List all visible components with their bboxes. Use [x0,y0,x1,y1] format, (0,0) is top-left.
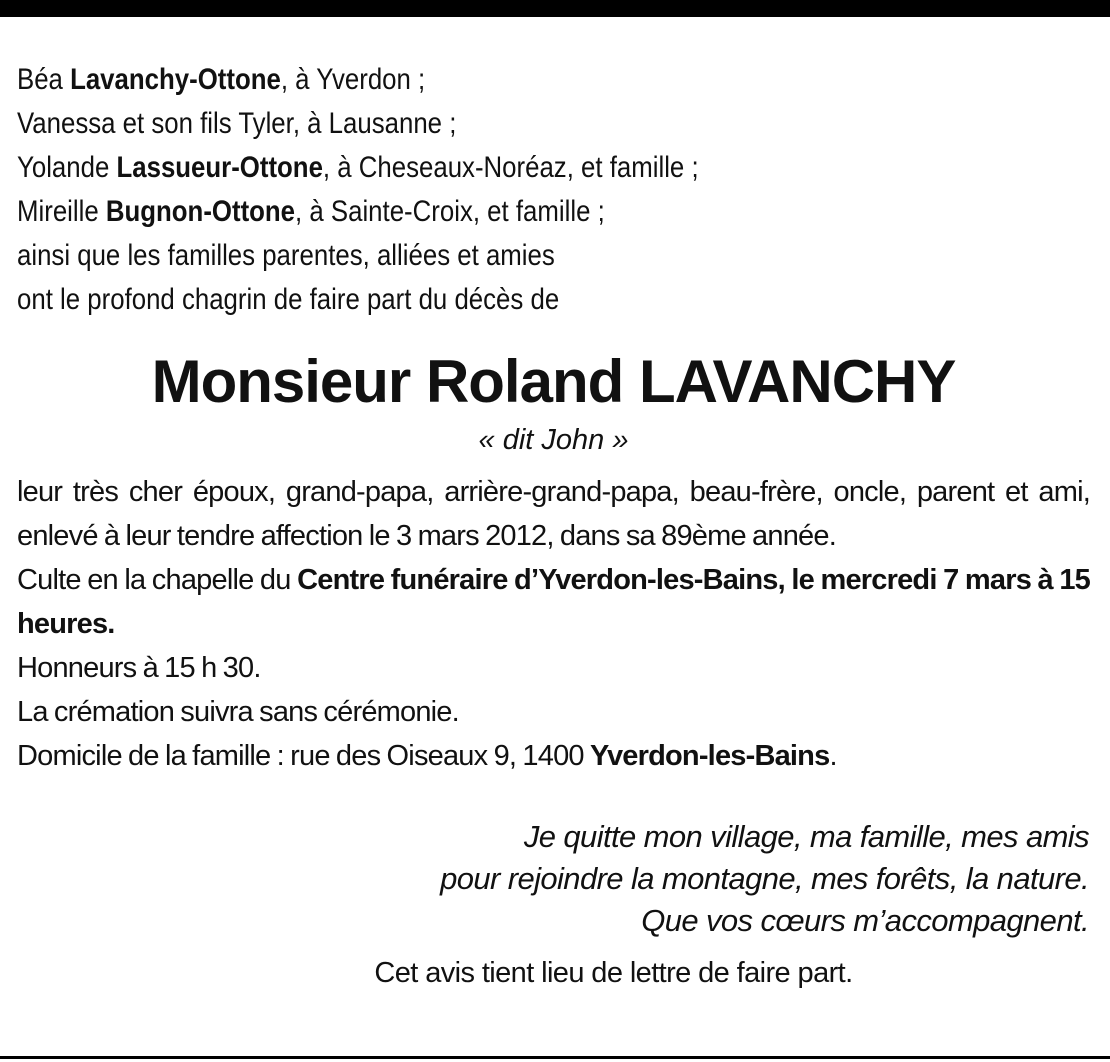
family-line [17,146,940,190]
cremation-line: La crémation suivra sans cérémonie. [17,696,459,728]
deceased-name: Monsieur Roland LAVANCHY [151,348,956,415]
poem-line: Je quitte mon village, ma famille, mes amis [523,819,1089,854]
family-line-text: ainsi que les familles parentes, alliées et amies [17,239,555,272]
family-list [17,58,1090,322]
closing-note: Cet avis tient lieu de lettre de faire part. [374,957,853,989]
honours-line: Honneurs à 15 h 30. [17,652,261,684]
domicile-text: Domicile de la famille : rue des Oiseaux 9, 1400 [17,740,590,772]
domicile-town: Yverdon-les-Bains [590,740,830,772]
top-border-rule [0,0,1110,17]
family-line-text: Béa [17,63,71,96]
family-line [17,102,940,146]
service-place-time: Centre funéraire d’Yverdon-les-Bains, le mercredi 7 mars à 15 heures. [17,564,1090,640]
family-line-text: , à Sainte-Croix, et famille ; [295,195,605,228]
deceased-description: leur très cher époux, grand-papa, arrière-grand-papa, beau-frère, oncle, parent et ami, enlevé à leur tendre affection le 3 mars 2012, dans sa 89ème année. [17,476,1090,552]
family-line [17,58,940,102]
poem-line: pour rejoindre la montagne, mes forêts, la nature. [440,861,1089,896]
family-name: Lavanchy-Ottone [70,63,281,96]
deceased-nickname: « dit John » [478,424,629,456]
family-name: Lassueur-Ottone [116,151,323,184]
family-line-text: ont le profond chagrin de faire part du décès de [17,283,560,316]
family-line-text: Vanessa et son fils Tyler, à Lausanne ; [17,107,457,140]
service-details [17,558,1090,646]
family-line-text: Yolande [17,151,117,184]
bottom-border-rule [0,1056,1110,1059]
service-text: Culte en la chapelle du [17,564,298,596]
obituary-notice [17,58,1090,998]
family-line-text: , à Yverdon ; [280,63,426,96]
family-line [17,190,940,234]
poem-line: Que vos cœurs m’accompagnent. [641,903,1089,938]
domicile-text: . [829,740,837,772]
family-line [17,234,940,278]
poem [17,816,1090,942]
family-line-text: , à Cheseaux-Noréaz, et famille ; [322,151,699,184]
family-line-text: Mireille [17,195,106,228]
family-name: Bugnon-Ottone [105,195,296,228]
domicile-line [17,734,1090,778]
family-line [17,278,940,322]
